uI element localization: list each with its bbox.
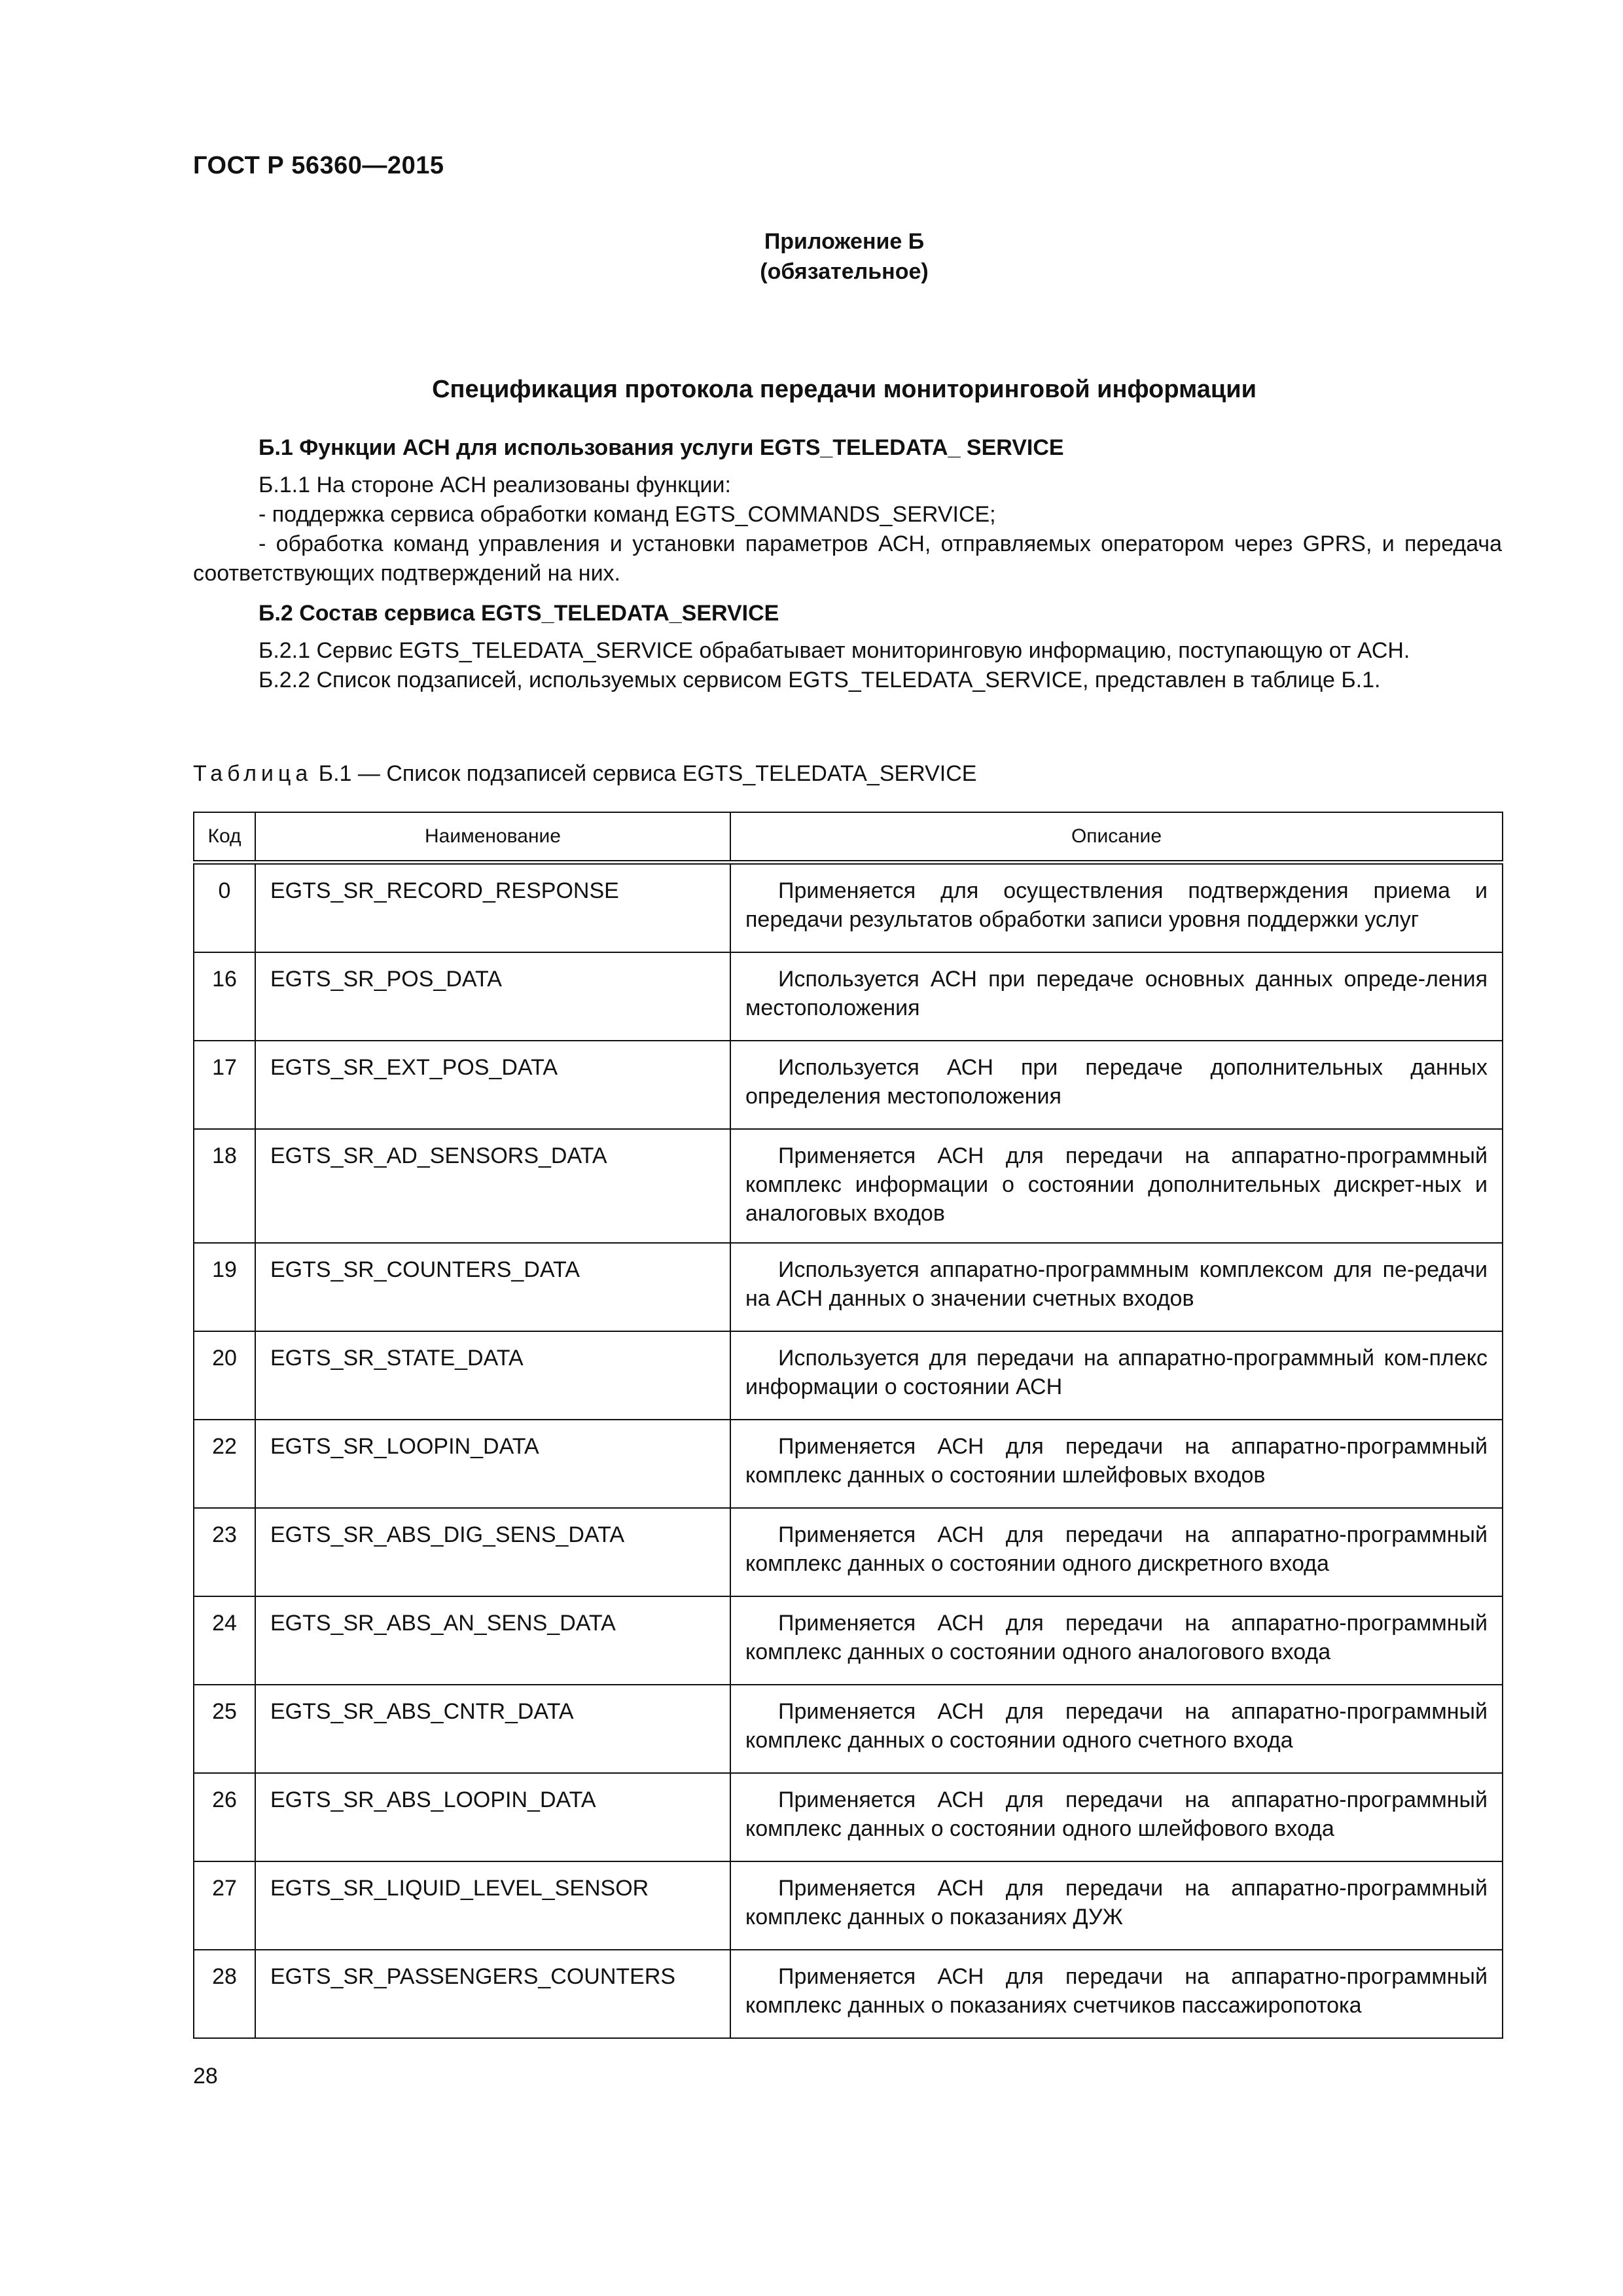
appendix-heading [0,226,1623,287]
cell-description: Применяется АСН для передачи на аппаратно-программный комплекс данных о состоянии шлейфовых входов [730,1420,1503,1508]
cell-name: EGTS_SR_AD_SENSORS_DATA [255,1129,730,1243]
header-name: Наименование [255,812,730,863]
table-row [194,1861,1503,1950]
table-row [194,1685,1503,1773]
cell-description: Применяется АСН для передачи на аппаратно-программный комплекс информации о состоянии дополнительных дискрет-ных и аналоговых входов [730,1129,1503,1243]
main-title: Спецификация протокола передачи мониторинговой информации [432,376,1257,403]
cell-code: 26 [194,1773,255,1861]
cell-name: EGTS_SR_STATE_DATA [255,1331,730,1420]
table-row [194,952,1503,1041]
section-b1-heading: Б.1 Функции АСН для использования услуги EGTS_TELEDATA_ SERVICE [259,435,1064,460]
cell-name: EGTS_SR_RECORD_RESPONSE [255,863,730,953]
cell-name: EGTS_SR_POS_DATA [255,952,730,1041]
cell-name: EGTS_SR_ABS_LOOPIN_DATA [255,1773,730,1861]
cell-description: Применяется для осуществления подтверждения приема и передачи результатов обработки записи уровня поддержки услуг [730,863,1503,953]
cell-code: 25 [194,1685,255,1773]
table-row [194,1331,1503,1420]
cell-code: 0 [194,863,255,953]
cell-code: 23 [194,1508,255,1596]
cell-code: 17 [194,1041,255,1129]
cell-name: EGTS_SR_COUNTERS_DATA [255,1243,730,1331]
table-row [194,863,1503,953]
table-row [194,1950,1503,2038]
cell-code: 20 [194,1331,255,1420]
cell-code: 16 [194,952,255,1041]
table-row [194,1508,1503,1596]
section-b2-paragraph-2: Б.2.2 Список подзаписей, используемых сервисом EGTS_TELEDATA_SERVICE, представлен в таблице Б.1. [259,668,1381,692]
section-b1-paragraph-1: Б.1.1 На стороне АСН реализованы функции: [259,473,731,497]
cell-description: Применяется АСН для передачи на аппаратно-программный комплекс данных о состоянии одного счетного входа [730,1685,1503,1773]
cell-description: Применяется АСН для передачи на аппаратно-программный комплекс данных о состоянии одного дискретного входа [730,1508,1503,1596]
cell-code: 28 [194,1950,255,2038]
cell-description: Используется АСН при передаче основных данных опреде-ления местоположения [730,952,1503,1041]
section-b1-paragraph-2: - поддержка сервиса обработки команд EGTS_COMMANDS_SERVICE; [259,502,996,527]
table-header-row [194,812,1503,863]
cell-name: EGTS_SR_LIQUID_LEVEL_SENSOR [255,1861,730,1950]
section-b2-paragraph-1: Б.2.1 Сервис EGTS_TELEDATA_SERVICE обрабатывает мониторинговую информацию, поступающую от АСН. [259,638,1410,663]
cell-code: 19 [194,1243,255,1331]
cell-description: Применяется АСН для передачи на аппаратно-программный комплекс данных о показаниях счетчиков пассажиропотока [730,1950,1503,2038]
page-number: 28 [193,2064,218,2089]
cell-code: 18 [194,1129,255,1243]
appendix-title: Приложение Б [764,229,925,254]
header-code: Код [194,812,255,863]
cell-code: 22 [194,1420,255,1508]
section-b1 [193,433,1502,695]
table-row [194,1773,1503,1861]
cell-code: 27 [194,1861,255,1950]
table-row [194,1129,1503,1243]
table-caption-text: Б.1 — Список подзаписей сервиса EGTS_TELEDATA_SERVICE [312,761,977,786]
table-row [194,1243,1503,1331]
table-caption [193,761,976,787]
table-caption-prefix: Таблица [193,761,313,786]
cell-name: EGTS_SR_EXT_POS_DATA [255,1041,730,1129]
cell-name: EGTS_SR_LOOPIN_DATA [255,1420,730,1508]
table-row [194,1596,1503,1685]
cell-name: EGTS_SR_PASSENGERS_COUNTERS [255,1950,730,2038]
cell-description: Используется для передачи на аппаратно-программный ком-плекс информации о состоянии АСН [730,1331,1503,1420]
header-description: Описание [730,812,1503,863]
cell-name: EGTS_SR_ABS_DIG_SENS_DATA [255,1508,730,1596]
cell-description: Применяется АСН для передачи на аппаратно-программный комплекс данных о показаниях ДУЖ [730,1861,1503,1950]
subrecords-table [193,812,1503,2039]
table-row [194,1420,1503,1508]
cell-description: Применяется АСН для передачи на аппаратно-программный комплекс данных о состоянии одного аналогового входа [730,1596,1503,1685]
standard-id-header: ГОСТ Р 56360—2015 [193,152,444,179]
section-b1-paragraph-3: - обработка команд управления и установки параметров АСН, отправляемых оператором через GPRS, и передача соответствующих подтверждений на них. [193,531,1502,586]
section-b2-heading: Б.2 Состав сервиса EGTS_TELEDATA_SERVICE [259,601,779,626]
cell-code: 24 [194,1596,255,1685]
cell-name: EGTS_SR_ABS_AN_SENS_DATA [255,1596,730,1685]
cell-description: Используется АСН при передаче дополнительных данных определения местоположения [730,1041,1503,1129]
cell-description: Применяется АСН для передачи на аппаратно-программный комплекс данных о состоянии одного шлейфового входа [730,1773,1503,1861]
table-row [194,1041,1503,1129]
cell-name: EGTS_SR_ABS_CNTR_DATA [255,1685,730,1773]
appendix-status: (обязательное) [760,259,929,284]
cell-description: Используется аппаратно-программным комплексом для пе-редачи на АСН данных о значении счетных входов [730,1243,1503,1331]
